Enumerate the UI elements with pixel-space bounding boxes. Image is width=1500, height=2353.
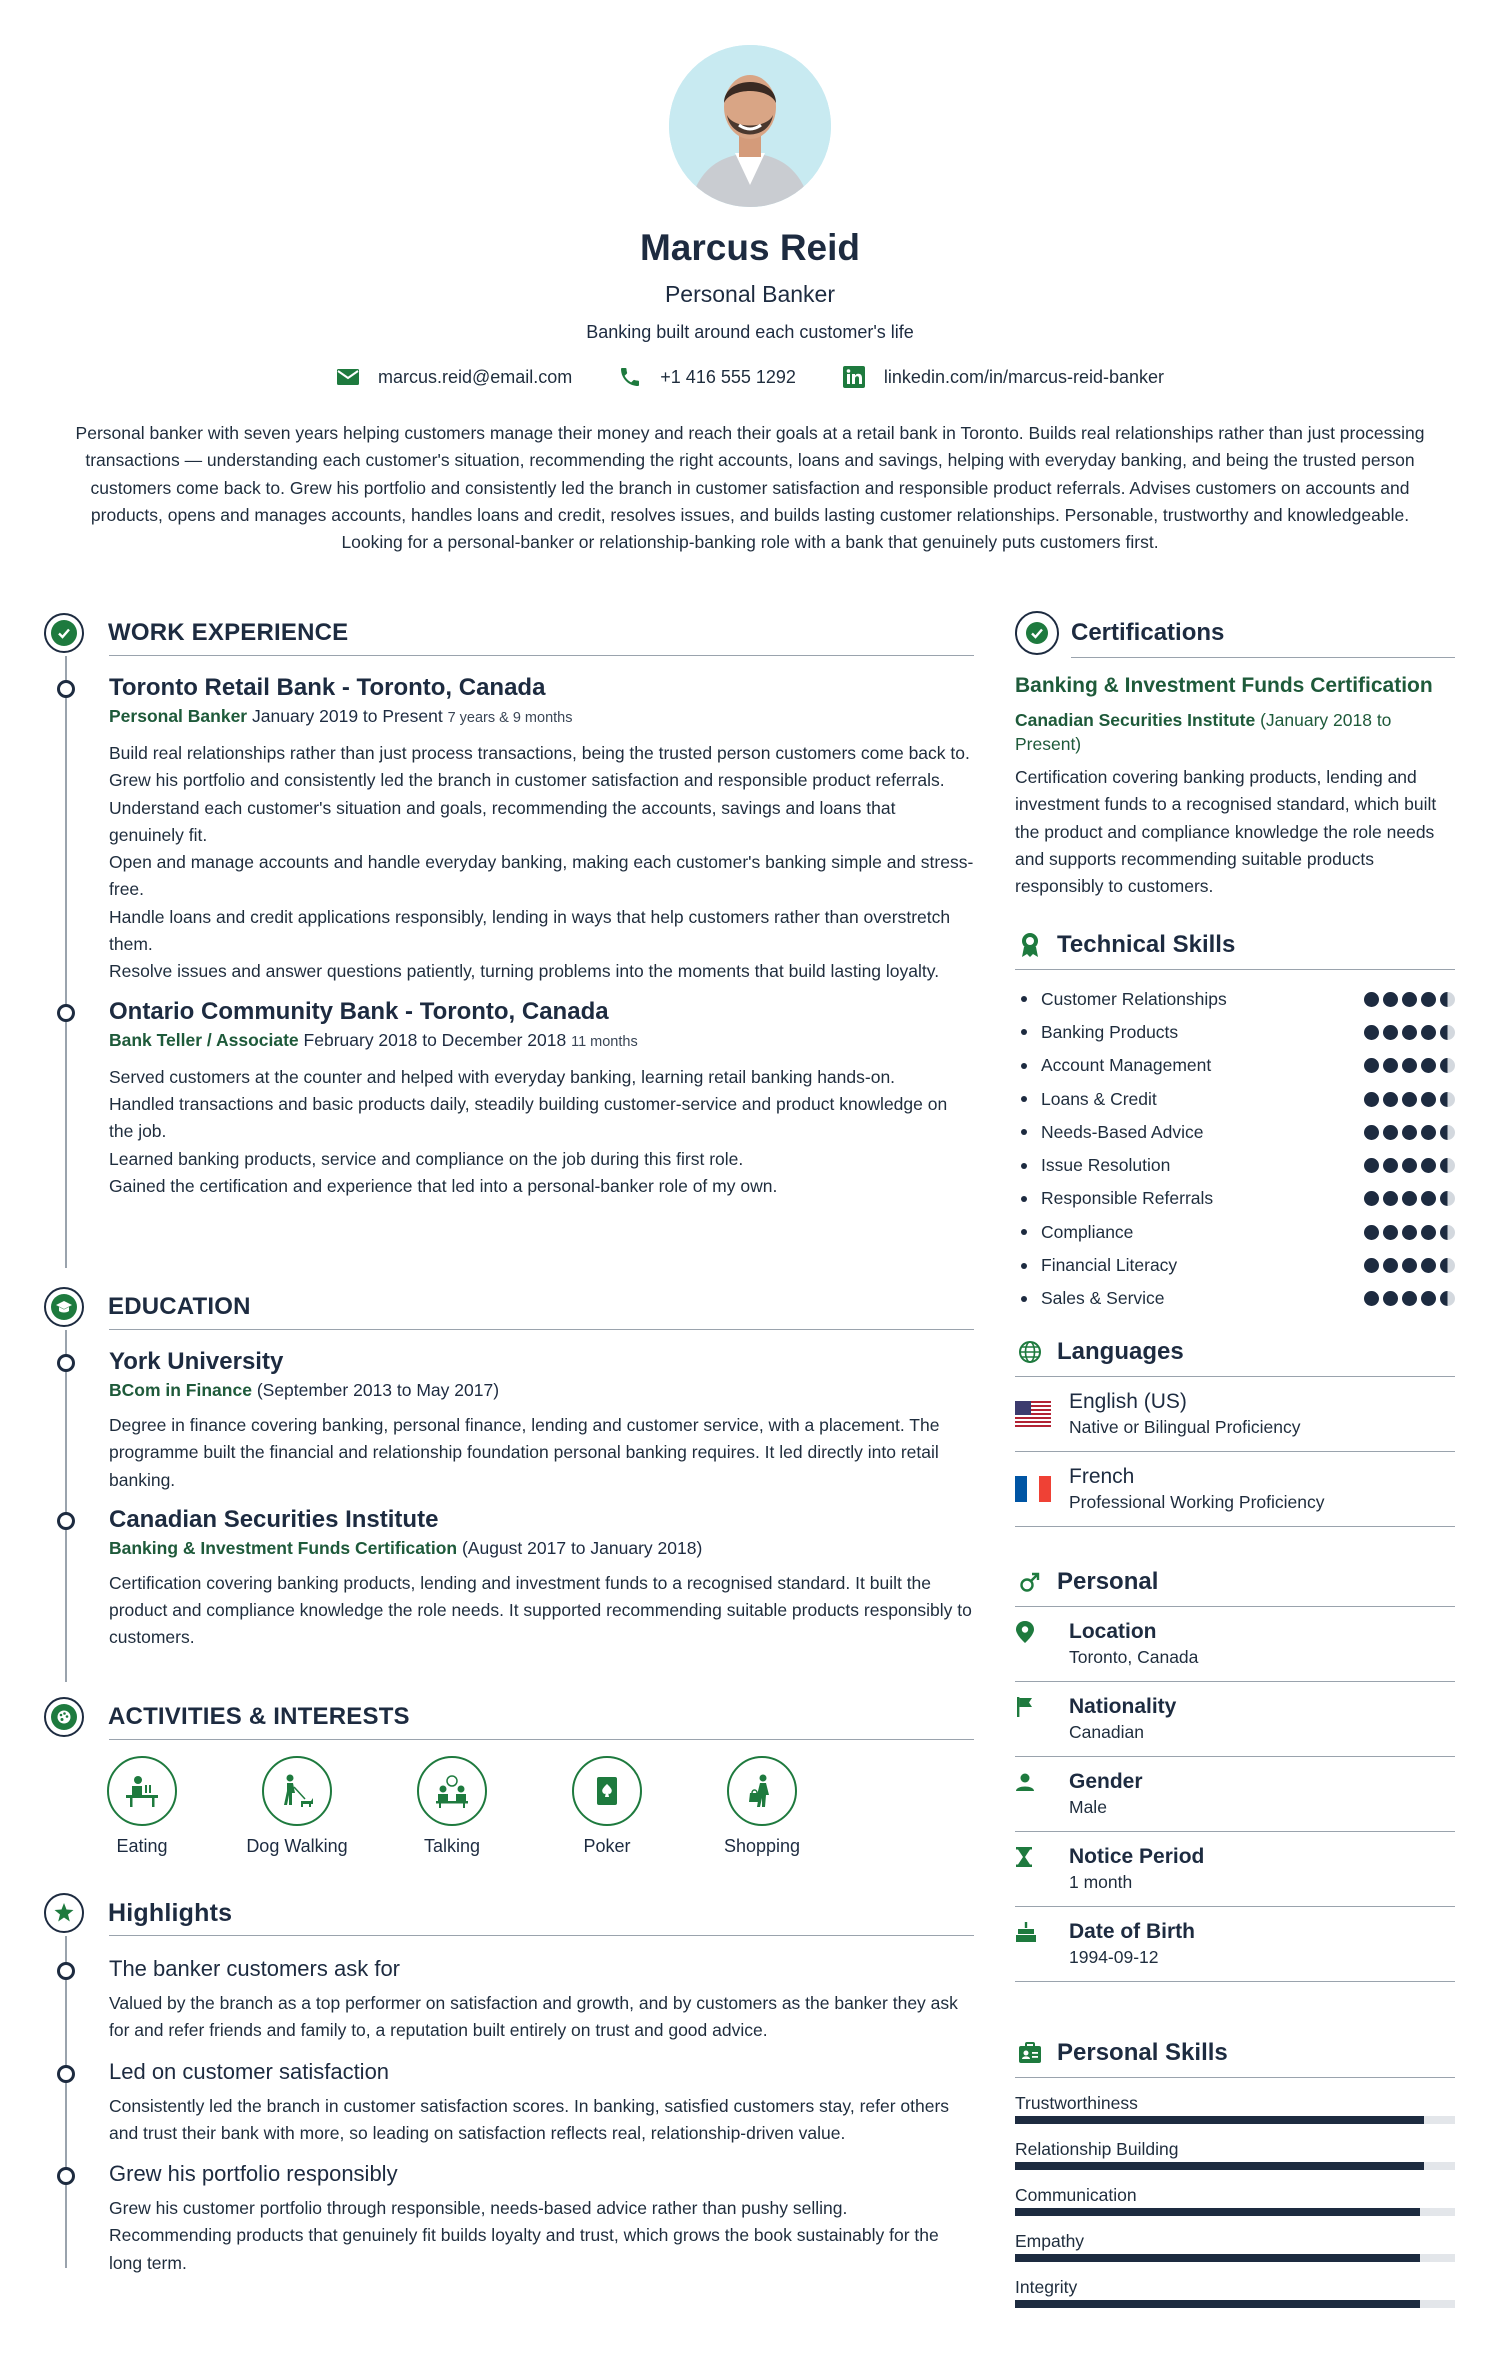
- skill-progress-bar: [1015, 2116, 1455, 2124]
- technical-skill-name: Responsible Referrals: [1015, 1188, 1213, 1209]
- rating-dot: [1364, 1158, 1379, 1173]
- job-description: Served customers at the counter and helped with everyday banking, learning retail banking hands-on. Handled transactions and basic products daily, steadily building customer-service and product knowledge on the job. Learned banking products, service and compliance on the job during this first role. Gained the certification and experience that led into a personal-banker role of my own.: [109, 1066, 948, 1196]
- job-title: Ontario Community Bank - Toronto, Canada: [109, 997, 609, 1025]
- interest-label: Talking: [423, 1836, 481, 1856]
- timeline-dot: [57, 1354, 75, 1372]
- rating-dot: [1402, 1258, 1417, 1273]
- skill-rating: [1364, 1291, 1455, 1306]
- palette-icon: [44, 1697, 84, 1737]
- highlight-entry: [44, 2057, 974, 2148]
- personal-label: Gender: [1069, 1770, 1143, 1794]
- resume-header: [0, 45, 1500, 389]
- technical-skill-name: Account Management: [1015, 1055, 1211, 1076]
- job-entry: [44, 996, 974, 1200]
- skill-rating: [1364, 1191, 1455, 1206]
- job-meta: [109, 1028, 974, 1054]
- rating-dot: [1364, 1125, 1379, 1140]
- certification-org: Canadian Securities Institute: [1015, 710, 1256, 730]
- rating-dot: [1421, 992, 1436, 1007]
- rating-dot: [1383, 1025, 1398, 1040]
- rating-dot: [1402, 1092, 1417, 1107]
- section-divider: [1015, 1606, 1455, 1607]
- rating-dot: [1364, 1191, 1379, 1206]
- rating-dot: [1440, 1191, 1455, 1206]
- timeline-dot: [57, 680, 75, 698]
- school-name: York University: [109, 1348, 284, 1375]
- fr-flag-icon: [1015, 1476, 1051, 1502]
- section-divider: [1071, 657, 1455, 658]
- section-divider: [1015, 1376, 1455, 1377]
- technical-skill-item: [1015, 1116, 1455, 1149]
- rating-dot: [1440, 992, 1455, 1007]
- highlight-title: Grew his portfolio responsibly: [109, 2161, 398, 2187]
- education-section: [44, 1282, 974, 1682]
- personal-skill-item: [1015, 2092, 1455, 2124]
- degree-name: BCom in Finance: [109, 1380, 252, 1400]
- language-level: Native or Bilingual Proficiency: [1069, 1417, 1301, 1438]
- talking-icon: [417, 1756, 487, 1826]
- rating-dot: [1364, 1291, 1379, 1306]
- personal-skills-heading: Personal Skills: [1057, 2039, 1228, 2067]
- skill-progress-fill: [1015, 2300, 1420, 2308]
- highlight-description: Consistently led the branch in customer satisfaction scores. In banking, satisfied customers stay, refer others and trust their bank with more, so leading on satisfaction reflects real, relationship-driven value.: [109, 2095, 950, 2143]
- rating-dot: [1402, 1025, 1417, 1040]
- skill-progress-bar: [1015, 2300, 1455, 2308]
- candidate-title: Personal Banker: [664, 281, 836, 307]
- language-level: Professional Working Proficiency: [1069, 1492, 1325, 1513]
- rating-dot: [1402, 992, 1417, 1007]
- skill-progress-fill: [1015, 2208, 1420, 2216]
- highlight-description: Grew his customer portfolio through responsible, needs-based advice rather than pushy selling. Recommending products that genuinely fit builds loyalty and trust, which grows the book sustainably for the long term.: [109, 2198, 939, 2273]
- technical-skill-name: Customer Relationships: [1015, 989, 1227, 1010]
- hourglass-icon: [1015, 1844, 1051, 1870]
- rating-dot: [1440, 1225, 1455, 1240]
- rating-dot: [1421, 1092, 1436, 1107]
- phone-icon: [618, 365, 642, 389]
- personal-label: Nationality: [1069, 1695, 1177, 1719]
- section-divider: [109, 1935, 974, 1936]
- degree-meta: [109, 1536, 974, 1560]
- rating-dot: [1421, 1258, 1436, 1273]
- section-divider: [1015, 969, 1455, 970]
- job-meta: [109, 704, 974, 730]
- rating-dot: [1421, 1191, 1436, 1206]
- technical-skill-item: [1015, 982, 1455, 1015]
- linkedin-text[interactable]: linkedin.com/in/marcus-reid-banker: [883, 366, 1165, 387]
- section-divider: [109, 1739, 974, 1740]
- technical-skill-item: [1015, 1216, 1455, 1249]
- language-item: [1015, 1452, 1455, 1527]
- job-dates: January 2019 to Present: [252, 706, 443, 726]
- personal-skill-item: [1015, 2230, 1455, 2262]
- linkedin-icon: [842, 365, 866, 389]
- certification-title: Banking & Investment Funds Certification: [1015, 674, 1433, 697]
- award-ribbon-icon: [1015, 930, 1045, 960]
- technical-skills-heading: Technical Skills: [1057, 931, 1236, 959]
- rating-dot: [1440, 1158, 1455, 1173]
- skill-progress-bar: [1015, 2162, 1455, 2170]
- rating-dot: [1364, 992, 1379, 1007]
- personal-skill-name: Empathy: [1015, 2231, 1085, 2252]
- dog-walking-icon: [262, 1756, 332, 1826]
- job-title: Toronto Retail Bank - Toronto, Canada: [109, 674, 546, 701]
- personal-heading: Personal: [1057, 1568, 1159, 1596]
- skill-rating: [1364, 1058, 1455, 1073]
- rating-dot: [1383, 1258, 1398, 1273]
- rating-dot: [1383, 1291, 1398, 1306]
- interest-item: [396, 1756, 508, 1857]
- interest-item: [551, 1756, 663, 1857]
- technical-skills-section: [1015, 920, 1455, 1315]
- candidate-tagline: Banking built around each customer's life: [586, 322, 914, 342]
- personal-skills-list: [1015, 2092, 1455, 2308]
- activities-section: [44, 1692, 974, 1882]
- graduation-cap-icon: [44, 1287, 84, 1327]
- male-symbol-icon: [1015, 1567, 1045, 1597]
- profile-photo: [669, 45, 831, 207]
- rating-dot: [1364, 1225, 1379, 1240]
- languages-section: [1015, 1327, 1455, 1527]
- highlight-entry: [44, 1954, 974, 2045]
- personal-item: [1015, 1907, 1455, 1982]
- certificate-badge-icon: [1015, 611, 1059, 655]
- certifications-heading: Certifications: [1071, 619, 1225, 646]
- globe-icon: [1015, 1337, 1045, 1367]
- education-entry: [44, 1504, 974, 1652]
- personal-skill-item: [1015, 2138, 1455, 2170]
- contact-bar: [0, 365, 1500, 389]
- degree-description: Degree in finance covering banking, personal finance, lending and customer service, with a placement. The programme built the financial and relationship foundation personal banking requires. It led directly into retail banking.: [109, 1415, 940, 1490]
- rating-dot: [1440, 1258, 1455, 1273]
- school-name: Canadian Securities Institute: [109, 1505, 439, 1533]
- contact-email[interactable]: [336, 365, 572, 389]
- section-divider: [109, 655, 974, 656]
- job-duration: 7 years & 9 months: [447, 710, 573, 726]
- id-badge-icon: [1015, 2038, 1045, 2068]
- degree-dates: (September 2013 to May 2017): [256, 1380, 500, 1400]
- technical-skill-name: Banking Products: [1015, 1022, 1178, 1043]
- technical-skill-name: Financial Literacy: [1015, 1255, 1177, 1276]
- skill-progress-bar: [1015, 2254, 1455, 2262]
- shopping-icon: [727, 1756, 797, 1826]
- interest-item: [241, 1756, 353, 1857]
- personal-skill-item: [1015, 2276, 1455, 2308]
- technical-skill-item: [1015, 1282, 1455, 1315]
- contact-phone[interactable]: [618, 365, 796, 389]
- certification-dates: (January 2018 to Present): [1015, 710, 1392, 754]
- cake-icon: [1015, 1919, 1051, 1945]
- work-experience-section: [44, 608, 974, 1268]
- certifications-section: [1015, 608, 1455, 900]
- rating-dot: [1440, 1092, 1455, 1107]
- job-role: Personal Banker: [109, 706, 248, 726]
- interest-label: Dog Walking: [246, 1836, 348, 1856]
- rating-dot: [1364, 1025, 1379, 1040]
- main-column: [44, 608, 974, 2273]
- job-role: Bank Teller / Associate: [109, 1029, 299, 1050]
- timeline-dot: [57, 1004, 75, 1022]
- email-text[interactable]: marcus.reid@email.com: [377, 366, 573, 387]
- languages-heading: Languages: [1057, 1338, 1184, 1366]
- degree-dates: (August 2017 to January 2018): [461, 1537, 703, 1558]
- technical-skill-item: [1015, 1182, 1455, 1215]
- profile-summary: Personal banker with seven years helping customers manage their money and reach their goals at a retail bank in Toronto. Builds real relationships rather than just processing transactions — understanding each customer's situation, recommending the right accounts, loans and savings, helping with everyday banking, and being the trusted person customers come back to. Grew his portfolio and consistently led the branch in customer satisfaction and responsible product referrals. Advises customers on accounts and products, opens and manages accounts, handles loans and credit, resolves issues, and builds lasting customer relationships. Personable, trustworthy and knowledgeable. Looking for a personal-banker or relationship-banking role with a bank that genuinely puts customers first.: [75, 423, 1425, 553]
- timeline-dot: [57, 2065, 75, 2083]
- rating-dot: [1402, 1125, 1417, 1140]
- rating-dot: [1383, 1191, 1398, 1206]
- degree-name: Banking & Investment Funds Certification: [109, 1537, 458, 1558]
- candidate-name: Marcus Reid: [639, 227, 860, 268]
- technical-skill-name: Needs-Based Advice: [1015, 1122, 1203, 1143]
- language-item: [1015, 1377, 1455, 1452]
- skill-rating: [1364, 1025, 1455, 1040]
- technical-skill-item: [1015, 1149, 1455, 1182]
- section-divider: [109, 1329, 974, 1330]
- skill-progress-fill: [1015, 2254, 1420, 2262]
- interest-item: [86, 1756, 198, 1857]
- location-pin-icon: [1015, 1619, 1051, 1645]
- rating-dot: [1440, 1291, 1455, 1306]
- personal-label: Notice Period: [1069, 1845, 1205, 1869]
- rating-dot: [1364, 1058, 1379, 1073]
- interest-label: Shopping: [723, 1836, 801, 1856]
- personal-label: Location: [1069, 1620, 1157, 1644]
- technical-skills-list: [1015, 982, 1455, 1315]
- technical-skill-name: Sales & Service: [1015, 1288, 1165, 1309]
- language-name: English (US): [1069, 1390, 1187, 1414]
- interest-label: Eating: [116, 1836, 168, 1856]
- personal-section: [1015, 1557, 1455, 1982]
- job-duration: 11 months: [571, 1033, 638, 1050]
- rating-dot: [1383, 1058, 1398, 1073]
- technical-skill-name: Loans & Credit: [1015, 1089, 1157, 1110]
- personal-skills-section: [1015, 2028, 1455, 2308]
- rating-dot: [1402, 1158, 1417, 1173]
- highlight-title: The banker customers ask for: [109, 1956, 401, 1981]
- rating-dot: [1440, 1025, 1455, 1040]
- activities-heading: ACTIVITIES & INTERESTS: [108, 1703, 410, 1730]
- rating-dot: [1383, 1225, 1398, 1240]
- highlights-heading: Highlights: [108, 1898, 233, 1927]
- skill-rating: [1364, 992, 1455, 1007]
- skill-rating: [1364, 1125, 1455, 1140]
- contact-linkedin[interactable]: [842, 365, 1164, 389]
- us-flag-icon: [1015, 1401, 1051, 1427]
- verified-badge-icon: [44, 613, 84, 653]
- personal-value: 1994-09-12: [1069, 1947, 1159, 1968]
- rating-dot: [1383, 1125, 1398, 1140]
- skill-rating: [1364, 1258, 1455, 1273]
- skill-progress-fill: [1015, 2116, 1424, 2124]
- email-icon: [336, 365, 360, 389]
- timeline-dot: [57, 2167, 75, 2185]
- phone-text[interactable]: +1 416 555 1292: [660, 366, 796, 387]
- personal-label: Date of Birth: [1069, 1920, 1195, 1944]
- rating-dot: [1440, 1058, 1455, 1073]
- rating-dot: [1402, 1058, 1417, 1073]
- skill-rating: [1364, 1158, 1455, 1173]
- degree-meta: [109, 1378, 974, 1402]
- highlight-entry: [44, 2159, 974, 2277]
- job-dates: February 2018 to December 2018: [303, 1029, 567, 1050]
- rating-dot: [1383, 1158, 1398, 1173]
- skill-rating: [1364, 1225, 1455, 1240]
- technical-skill-item: [1015, 1016, 1455, 1049]
- personal-item: [1015, 1607, 1455, 1682]
- rating-dot: [1421, 1058, 1436, 1073]
- sidebar-column: [1015, 608, 1455, 2308]
- personal-item: [1015, 1682, 1455, 1757]
- personal-skill-name: Trustworthiness: [1015, 2093, 1138, 2114]
- technical-skill-item: [1015, 1249, 1455, 1282]
- interest-label: Poker: [583, 1836, 631, 1856]
- job-entry: [44, 672, 974, 986]
- timeline-dot: [57, 1512, 75, 1530]
- highlight-description: Valued by the branch as a top performer on satisfaction and growth, and by customers as the banker they ask for and refer friends and family to, a reputation built entirely on trust and good advice.: [109, 1993, 958, 2041]
- personal-value: Male: [1069, 1797, 1107, 1818]
- rating-dot: [1383, 992, 1398, 1007]
- poker-icon: [572, 1756, 642, 1826]
- technical-skill-name: Compliance: [1015, 1222, 1133, 1243]
- interests-list: [44, 1756, 974, 1857]
- rating-dot: [1402, 1225, 1417, 1240]
- technical-skill-item: [1015, 1049, 1455, 1082]
- rating-dot: [1383, 1092, 1398, 1107]
- certification-issuer: [1015, 708, 1455, 756]
- rating-dot: [1364, 1258, 1379, 1273]
- rating-dot: [1364, 1092, 1379, 1107]
- skill-progress-bar: [1015, 2208, 1455, 2216]
- personal-skill-name: Relationship Building: [1015, 2139, 1179, 2160]
- personal-skill-name: Integrity: [1015, 2277, 1078, 2298]
- personal-value: 1 month: [1069, 1872, 1133, 1893]
- personal-item: [1015, 1757, 1455, 1832]
- personal-skill-name: Communication: [1015, 2185, 1137, 2206]
- degree-description: Certification covering banking products, lending and investment funds to a recognised standard. It built the product and compliance knowledge the role needs. It supported recommending suitable products responsibly to customers.: [109, 1572, 972, 1648]
- personal-value: Canadian: [1069, 1722, 1144, 1743]
- section-divider: [1015, 2077, 1455, 2078]
- flag-icon: [1015, 1694, 1051, 1720]
- eating-icon: [107, 1756, 177, 1826]
- rating-dot: [1421, 1025, 1436, 1040]
- person-icon: [1015, 1769, 1051, 1795]
- highlight-title: Led on customer satisfaction: [109, 2058, 390, 2084]
- rating-dot: [1421, 1225, 1436, 1240]
- personal-value: Toronto, Canada: [1069, 1647, 1199, 1668]
- certification-description: Certification covering banking products, lending and investment funds to a recognised standard, which built the product and compliance knowledge the role needs and supports recommending suitable products responsibly to customers.: [1015, 767, 1437, 897]
- rating-dot: [1440, 1125, 1455, 1140]
- personal-item: [1015, 1832, 1455, 1907]
- rating-dot: [1421, 1158, 1436, 1173]
- personal-skill-item: [1015, 2184, 1455, 2216]
- star-award-icon: [44, 1893, 84, 1933]
- rating-dot: [1421, 1125, 1436, 1140]
- education-heading: EDUCATION: [108, 1293, 251, 1320]
- education-entry: [44, 1346, 974, 1494]
- skill-rating: [1364, 1092, 1455, 1107]
- technical-skill-item: [1015, 1082, 1455, 1115]
- rating-dot: [1421, 1291, 1436, 1306]
- timeline-dot: [57, 1962, 75, 1980]
- highlights-section: [44, 1888, 974, 2273]
- technical-skill-name: Issue Resolution: [1015, 1155, 1170, 1176]
- interest-item: [706, 1756, 818, 1857]
- skill-progress-fill: [1015, 2162, 1424, 2170]
- language-name: French: [1069, 1465, 1135, 1489]
- work-experience-heading: WORK EXPERIENCE: [108, 619, 349, 646]
- rating-dot: [1402, 1291, 1417, 1306]
- rating-dot: [1402, 1191, 1417, 1206]
- job-description: Build real relationships rather than just process transactions, being the trusted person customers come back to. Grew his portfolio and consistently led the branch in customer satisfaction and responsible product referrals. Understand each customer's situation and goals, recommending the accounts, savings and loans that genuinely fit. Open and manage accounts and handle everyday banking, making each customer's banking simple and stress-free. Handle loans and credit applications responsibly, lending in ways that help customers rather than overstretch them. Resolve issues and answer questions patiently, turning problems into the moments that build lasting loyalty.: [109, 743, 974, 982]
